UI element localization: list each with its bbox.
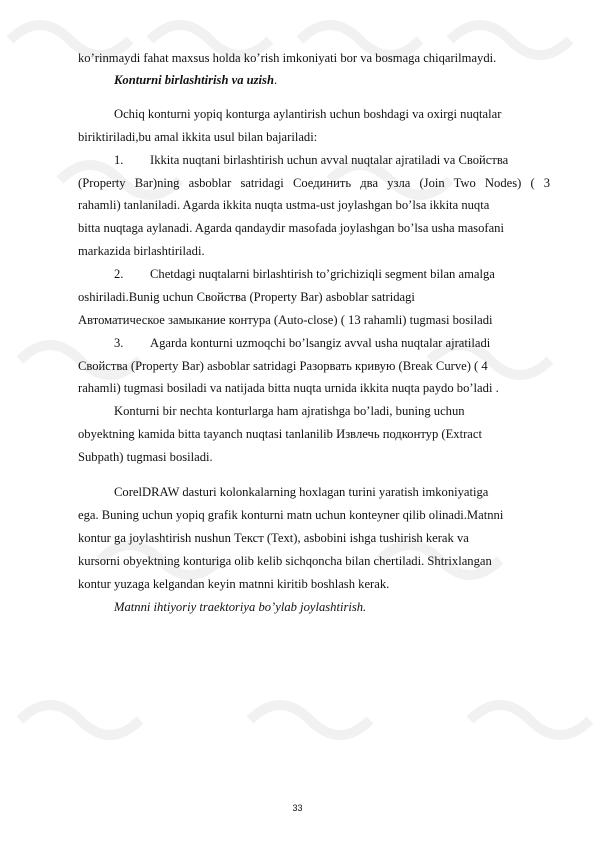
list-item-text: Ikkita nuqtani birlashtirish uchun avval nuqtalar ajratiladi va Свойства — [150, 153, 509, 167]
text-line: markazida birlashtiriladi. — [78, 244, 205, 258]
italic-caption: Matnni ihtiyoriy traektoriya bo’ylab joylashtirish. — [114, 600, 367, 614]
text-line — [78, 176, 550, 191]
list-number: 2. — [114, 267, 124, 281]
text-line: ko’rinmaydi fahat maxsus holda ko’rish imkoniyati bor va bosmaga chiqarilmaydi. — [78, 51, 497, 65]
section-heading — [114, 73, 550, 88]
text-line: oshiriladi.Bunig uchun Свойства (Property Bar) asboblar satridagi — [78, 290, 415, 304]
text-line: bitta nuqtaga aylanadi. Agarda qandaydir masofada joylashgan bo’lsa usha masofani — [78, 221, 504, 235]
text-line: Konturni bir nechta konturlarga ham ajratishga bo’ladi, buning uchun — [114, 404, 465, 418]
text-line: kursorni obyektning konturiga olib kelib sichqoncha bilan chertiladi. Shtrixlangan — [78, 554, 492, 568]
text-line: Автоматическое замыкание контура (Auto-close) ( 13 rahamli) tugmasi bosiladi — [78, 313, 493, 327]
text-line: Subpath) tugmasi bosiladi. — [78, 450, 213, 464]
list-item-text: Agarda konturni uzmoqchi bo’lsangiz avval usha nuqtalar ajratiladi — [150, 336, 491, 350]
list-number: 3. — [114, 336, 124, 350]
list-item-text: Chetdagi nuqtalarni birlashtirish to’grichiziqli segment bilan amalga — [150, 267, 495, 281]
text-line: rahamli) tanlaniladi. Agarda ikkita nuqta ustma-ust joylashgan bo’lsa ikkita nuqta — [78, 198, 490, 212]
text-fragment: (Property Bar)ning asboblar satridagi Соединить два узла (Join Two Nodes) ( 3 — [78, 176, 551, 190]
text-line: rahamli) tugmasi bosiladi va natijada bitta nuqta urnida ikkita nuqta paydo bo’ladi . — [78, 381, 499, 395]
heading-text: Konturni birlashtirish va uzish — [114, 73, 274, 87]
text-line: CorelDRAW dasturi kolonkalarning hoxlagan turini yaratish imkoniyatiga — [114, 485, 489, 499]
list-number: 1. — [114, 153, 124, 167]
text-line: kontur yuzaga kelgandan keyin matnni kiritib boshlash kerak. — [78, 577, 390, 591]
text-line: ega. Buning uchun yopiq grafik konturni matn uchun konteyner qilib olinadi.Matnni — [78, 508, 504, 522]
heading-dot: . — [273, 73, 278, 87]
text-line: biriktiriladi,bu amal ikkita usul bilan bajariladi: — [78, 130, 318, 144]
text-line: Свойства (Property Bar) asboblar satridagi Разорвать кривую (Break Curve) ( 4 — [78, 359, 488, 373]
text-line: kontur ga joylashtirish nushun Текст (Text), asbobini ishga tushirish kerak va — [78, 531, 469, 545]
page-number: 33 — [292, 803, 303, 813]
text-line: Ochiq konturni yopiq konturga aylantirish uchun boshdagi va oxirgi nuqtalar — [114, 107, 502, 121]
text-line: obyektning kamida bitta tayanch nuqtasi tanlanilib Извлечь подконтур (Extract — [78, 427, 482, 441]
